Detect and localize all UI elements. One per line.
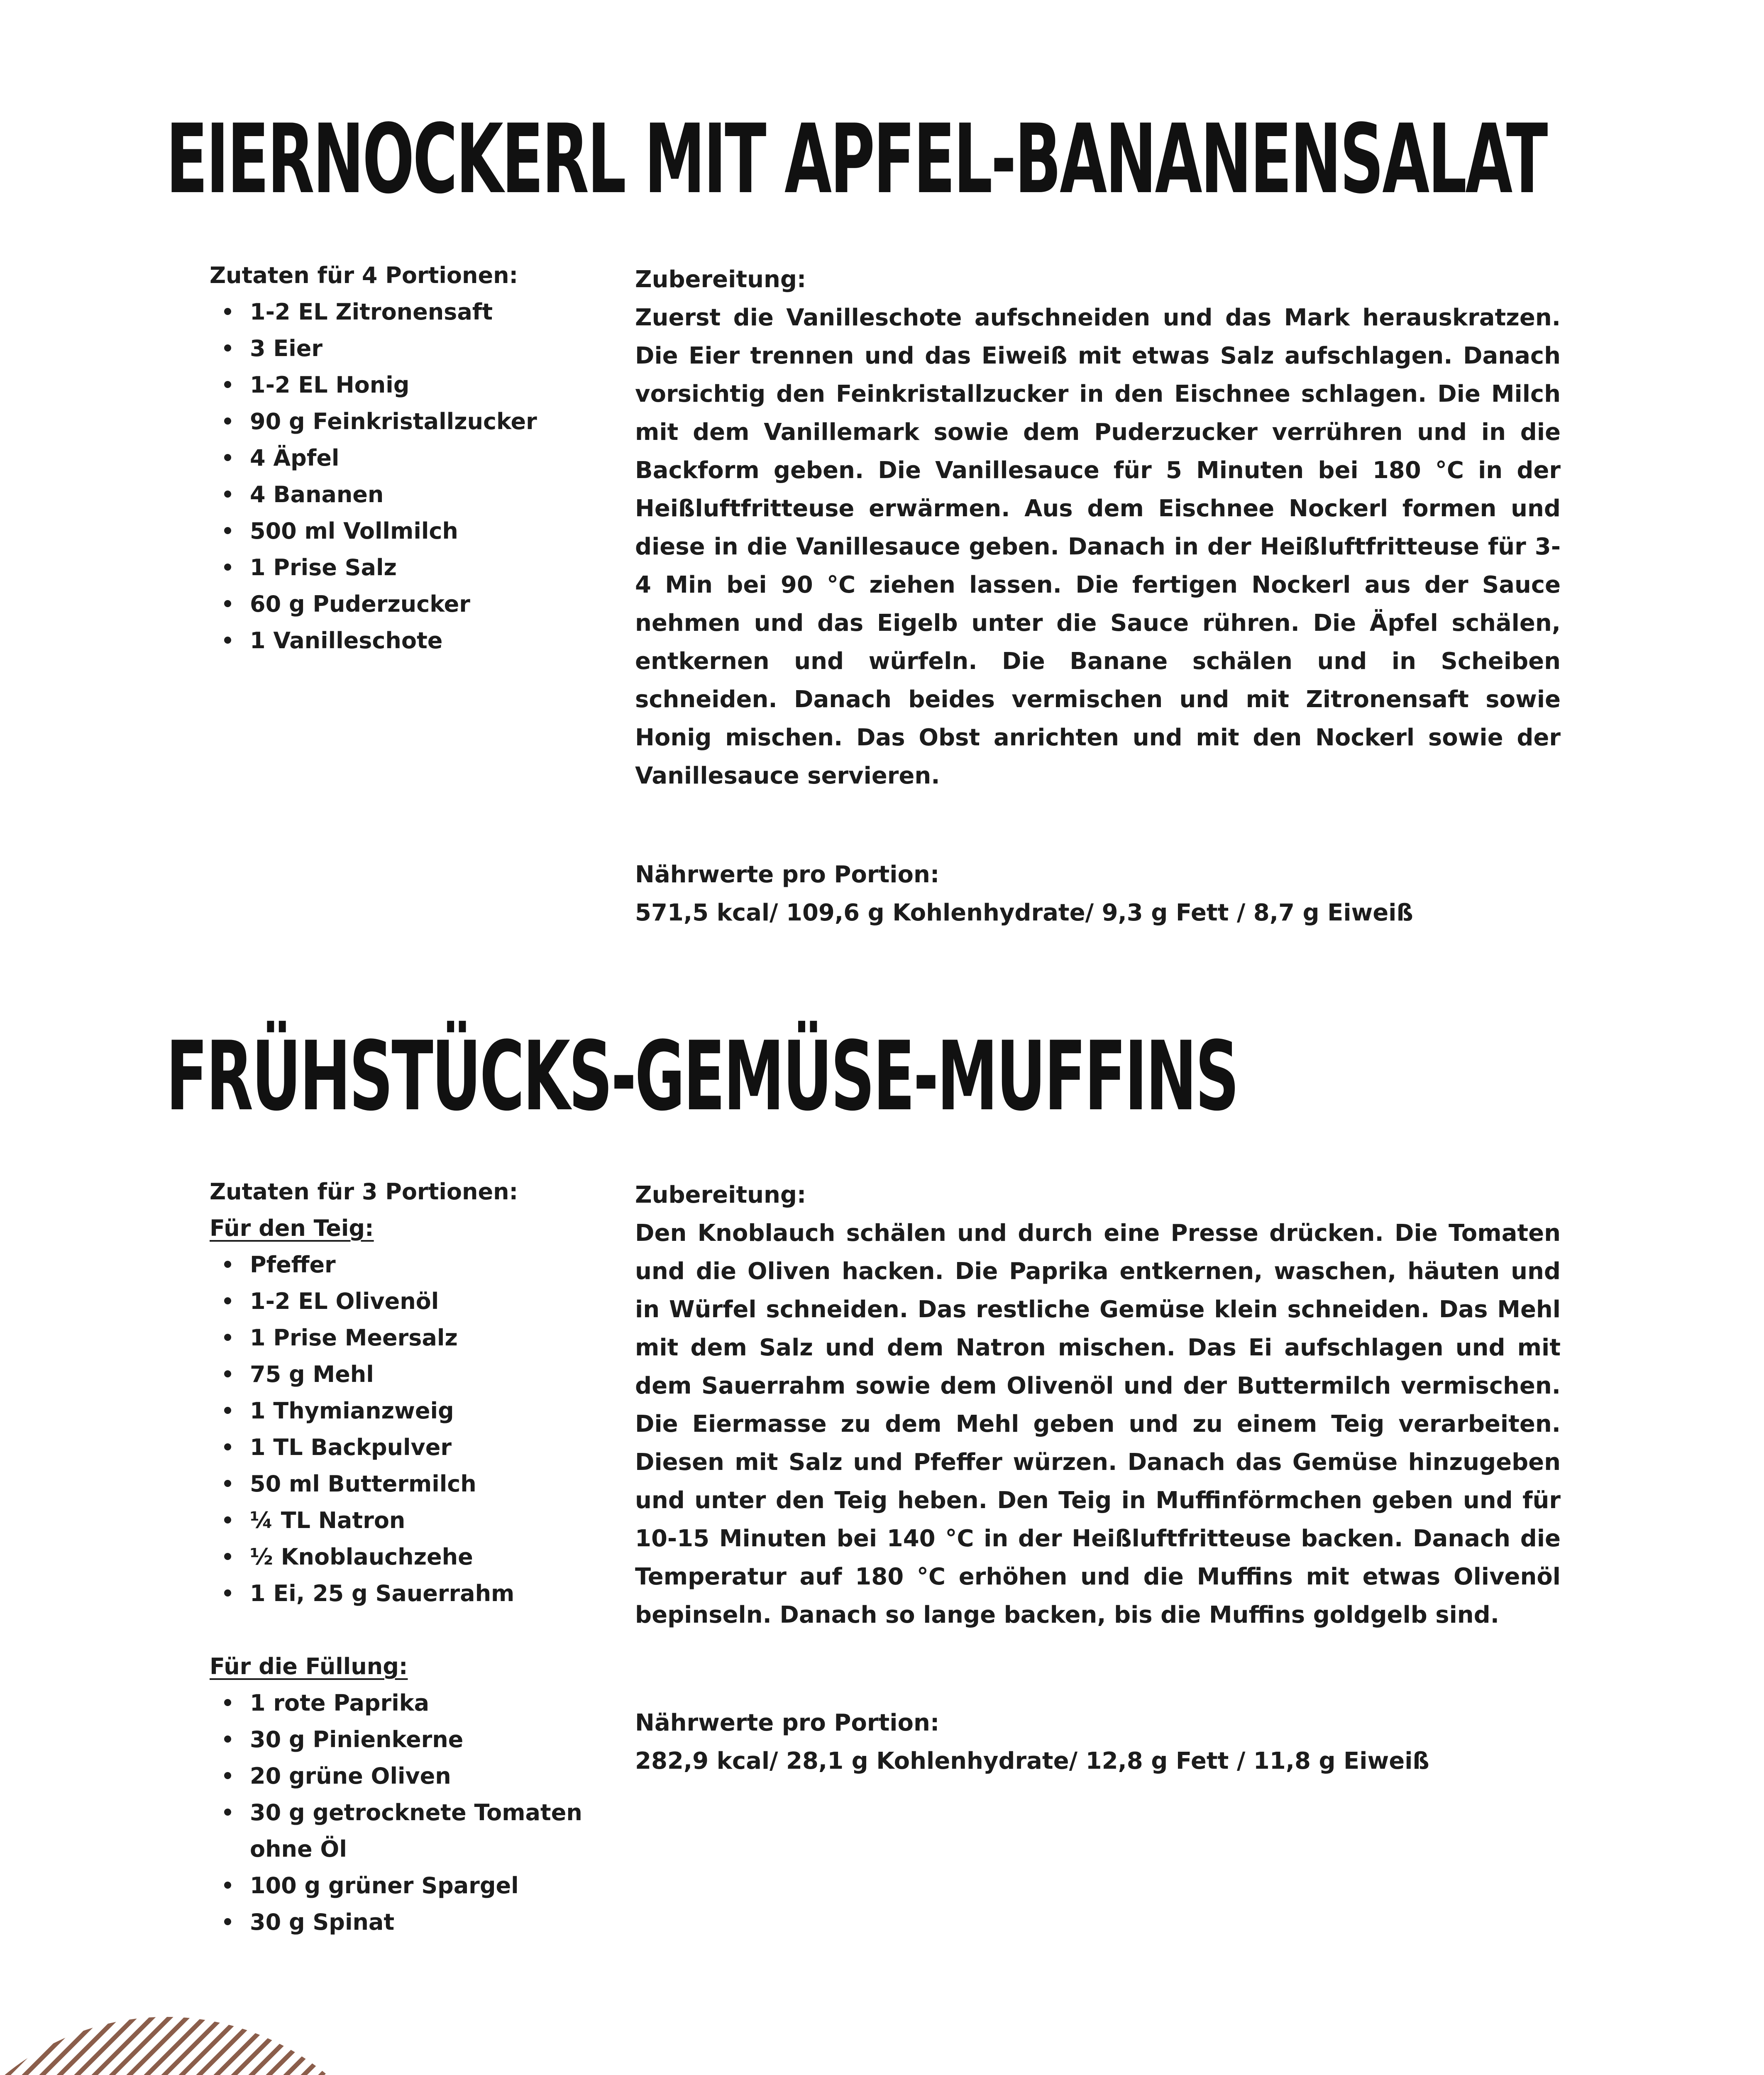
nutrition-info [635, 1704, 1561, 1780]
list-item: 4 Bananen [210, 476, 608, 513]
recipe-2-preparation [635, 1176, 1561, 1780]
nutrition-info [635, 856, 1561, 932]
list-item: 1-2 EL Honig [210, 367, 608, 403]
list-item: Pfeffer [210, 1247, 608, 1283]
dough-ingredient-list [210, 1247, 608, 1612]
nutrition-values: 282,9 kcal/ 28,1 g Kohlenhydrate/ 12,8 g Fett / 11,8 g Eiweiß [635, 1748, 1429, 1775]
list-item: 30 g Pinienkerne [210, 1721, 608, 1758]
list-item: 1 Prise Meersalz [210, 1320, 608, 1356]
ingredients-heading: Zutaten für 3 Portionen: [210, 1179, 518, 1205]
list-item: 1 Ei, 25 g Sauerrahm [210, 1575, 608, 1612]
list-item: 30 g Spinat [210, 1904, 608, 1941]
decorative-splatter-graphic [0, 2013, 540, 2075]
list-item: 1 Prise Salz [210, 549, 608, 586]
ingredient-list [210, 294, 608, 659]
list-item: 60 g Puderzucker [210, 586, 608, 622]
preparation-heading: Zubereitung: [635, 266, 806, 293]
recipe-1-title: EIERNOCKERL MIT APFEL-BANANENSALAT [166, 104, 1547, 215]
nutrition-values: 571,5 kcal/ 109,6 g Kohlenhydrate/ 9,3 g Fett / 8,7 g Eiweiß [635, 899, 1413, 926]
recipe-1-ingredients [210, 257, 608, 659]
list-item: 100 g grüner Spargel [210, 1868, 608, 1904]
preparation-heading: Zubereitung: [635, 1182, 806, 1208]
list-item: 3 Eier [210, 330, 608, 367]
list-item: 20 grüne Oliven [210, 1758, 608, 1794]
nutrition-heading: Nährwerte pro Portion: [635, 861, 940, 888]
list-item: ¼ TL Natron [210, 1502, 608, 1539]
list-item: 1 Thymianzweig [210, 1393, 608, 1429]
dough-heading: Für den Teig: [210, 1215, 374, 1241]
diagonal-stripes [0, 2013, 540, 2075]
recipe-1-preparation [635, 261, 1561, 932]
list-item: 1 rote Paprika [210, 1685, 608, 1721]
list-item: 1 TL Backpulver [210, 1429, 608, 1466]
filling-heading: Für die Füllung: [210, 1653, 408, 1680]
list-item: 500 ml Vollmilch [210, 513, 608, 549]
list-item: 4 Äpfel [210, 440, 608, 476]
recipe-2-ingredients [210, 1174, 608, 1941]
filling-ingredient-list [210, 1685, 608, 1941]
list-item: 1 Vanilleschote [210, 622, 608, 659]
list-item: 90 g Feinkristallzucker [210, 403, 608, 440]
recipe-2-title: FRÜHSTÜCKS-GEMÜSE-MUFFINS [166, 1021, 1238, 1132]
list-item: 50 ml Buttermilch [210, 1466, 608, 1502]
nutrition-heading: Nährwerte pro Portion: [635, 1709, 940, 1736]
list-item: 1-2 EL Olivenöl [210, 1283, 608, 1320]
list-item: ½ Knoblauchzehe [210, 1539, 608, 1575]
ingredients-heading: Zutaten für 4 Portionen: [210, 262, 518, 288]
list-item: 75 g Mehl [210, 1356, 608, 1393]
list-item: 1-2 EL Zitronensaft [210, 294, 608, 330]
preparation-text: Den Knoblauch schälen und durch eine Presse drücken. Die Tomaten und die Oliven hacken. Die Paprika entkernen, waschen, häuten und in Würfel schneiden. Das restliche Gemüse klein schneiden. Das Mehl mit dem Salz und dem Natron mischen. Das Ei aufschlagen und mit dem Sauerrahm sowie dem Olivenöl und der Buttermilch vermischen. Die Eiermasse zu dem Mehl geben und zu einem Teig verarbeiten. Diesen mit Salz und Pfeffer würzen. Danach das Gemüse hinzugeben und unter den Teig heben. Den Teig in Muffinförmchen geben und für 10-15 Minuten bei 140 °C in der Heißluftfritteuse backen. Danach die Temperatur auf 180 °C erhöhen und die Muffins mit etwas Olivenöl bepinseln. Danach so lange backen, bis die Muffins goldgelb sind. [635, 1220, 1561, 1628]
preparation-text: Zuerst die Vanilleschote aufschneiden und das Mark herauskratzen. Die Eier trennen und das Eiweiß mit etwas Salz aufschlagen. Danach vorsichtig den Feinkristallzucker in den Eischnee schlagen. Die Milch mit dem Vanillemark sowie dem Puderzucker verrühren und in die Backform geben. Die Vanillesauce für 5 Minuten bei 180 °C in der Heißluftfritteuse erwärmen. Aus dem Eischnee Nockerl formen und diese in die Vanillesauce geben. Danach in der Heißluftfritteuse für 3-4 Min bei 90 °C ziehen lassen. Die fertigen Nockerl aus der Sauce nehmen und das Eigelb unter die Sauce rühren. Die Äpfel schälen, entkernen und würfeln. Die Banane schälen und in Scheiben schneiden. Danach beides vermischen und mit Zitronensaft sowie Honig mischen. Das Obst anrichten und mit den Nockerl sowie der Vanillesauce servieren. [635, 304, 1561, 789]
list-item: 30 g getrocknete Tomaten ohne Öl [210, 1794, 608, 1868]
